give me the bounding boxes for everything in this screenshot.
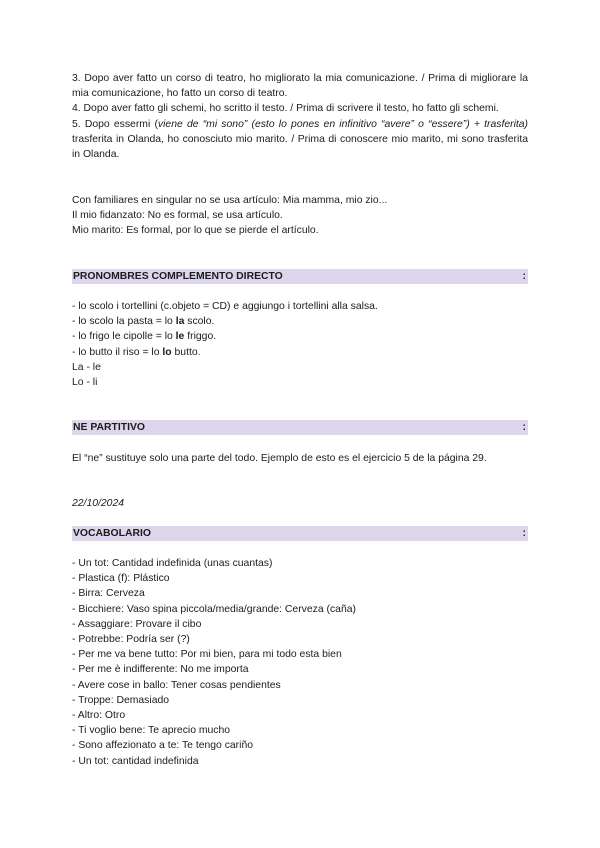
vocab-item: - Sono affezionato a te: Te tengo cariño	[72, 740, 254, 752]
example-5	[72, 117, 528, 163]
numbered-examples	[72, 71, 528, 162]
ne-text: El “ne” sustituye solo una parte del todo. Ejemplo de esto es el ejercicio 5 de la página 29.	[72, 453, 487, 464]
section-title: NE PARTITIVO	[73, 422, 145, 433]
pronombre-line: Lo - li	[72, 377, 98, 389]
line-text: butto.	[171, 346, 201, 358]
section-title: PRONOMBRES COMPLEMENTO DIRECTO	[73, 271, 283, 282]
pronombre-line	[72, 345, 528, 360]
vocab-item: - Potrebbe: Podría ser (?)	[72, 634, 190, 646]
pronoun-bold: la	[175, 316, 185, 328]
vocab-item: - Ti voglio bene: Te aprecio mucho	[72, 725, 231, 737]
line-text: scolo.	[184, 316, 215, 328]
article-note: Mio marito: Es formal, por lo que se pierde el artículo.	[72, 225, 319, 237]
section-title: VOCABOLARIO	[73, 528, 151, 539]
example-5-end: trasferita in Olanda, ho conosciuto mio marito. / Prima di conoscere mio marito, mi sono trasferita in Olanda.	[72, 133, 528, 161]
article-note: Con familiares en singular no se usa artículo: Mia mamma, mio zio...	[72, 195, 388, 206]
example-3: 3. Dopo aver fatto un corso di teatro, ho migliorato la mia comunicazione. / Prima di migliorare la mia comunicazione, ho fatto un corso di teatro.	[72, 73, 528, 100]
vocab-item: - Altro: Otro	[72, 710, 126, 722]
line-text: friggo.	[184, 331, 217, 343]
pronombre-line	[72, 329, 528, 344]
vocab-item: - Bicchiere: Vaso spina piccola/media/grande: Cerveza (caña)	[72, 603, 356, 615]
vocab-item: - Avere cose in ballo: Tener cosas pendientes	[72, 679, 281, 691]
entry-date: 22/10/2024	[72, 498, 125, 509]
vocab-item: - Per me va bene tutto: Por mi bien, para mi todo esta bien	[72, 649, 342, 661]
line-text: - lo scolo la pasta = lo	[72, 316, 176, 328]
line-text: - lo butto il riso = lo	[72, 346, 163, 358]
vocab-list	[72, 556, 528, 769]
article-notes	[72, 193, 528, 239]
pronoun-bold: le	[175, 331, 185, 343]
vocab-item: - Assaggiare: Provare il cibo	[72, 618, 202, 630]
vocab-item: - Per me è indifferente: No me importa	[72, 664, 249, 676]
section-colon: :	[522, 422, 526, 433]
pronombres-examples	[72, 299, 528, 390]
line-text: - lo frigo le cipolle = lo	[72, 331, 176, 343]
section-colon: :	[522, 271, 526, 282]
section-heading-ne	[72, 420, 528, 435]
pronoun-bold: lo	[162, 346, 172, 358]
vocab-item: - Plastica (f): Plástico	[72, 573, 170, 585]
section-colon: :	[522, 528, 526, 539]
vocab-item: - Birra: Cerveza	[72, 588, 145, 600]
example-4: 4. Dopo aver fatto gli schemi, ho scritto il testo. / Prima di scrivere il testo, ho fatto gli schemi.	[72, 103, 499, 115]
example-5-note: viene de “mi sono” (esto lo pones en infinitivo “avere” o “essere”) + trasferita)	[157, 118, 529, 130]
pronombre-line: La - le	[72, 361, 101, 373]
section-heading-pronombres	[72, 269, 528, 284]
article-note: Il mio fidanzato: No es formal, se usa artículo.	[72, 210, 283, 222]
section-heading-vocabolario	[72, 526, 528, 541]
pronombre-line	[72, 314, 528, 329]
ne-explanation	[72, 451, 528, 466]
pronombre-line: - lo scolo i tortellini (c.objeto = CD) e aggiungo i tortellini alla salsa.	[72, 301, 378, 312]
vocab-item: - Troppe: Demasiado	[72, 694, 170, 706]
example-5-start: 5. Dopo essermi (	[72, 118, 158, 130]
vocab-item: - Un tot: cantidad indefinida	[72, 755, 199, 767]
vocab-item: - Un tot: Cantidad indefinida (unas cuantas)	[72, 558, 273, 569]
